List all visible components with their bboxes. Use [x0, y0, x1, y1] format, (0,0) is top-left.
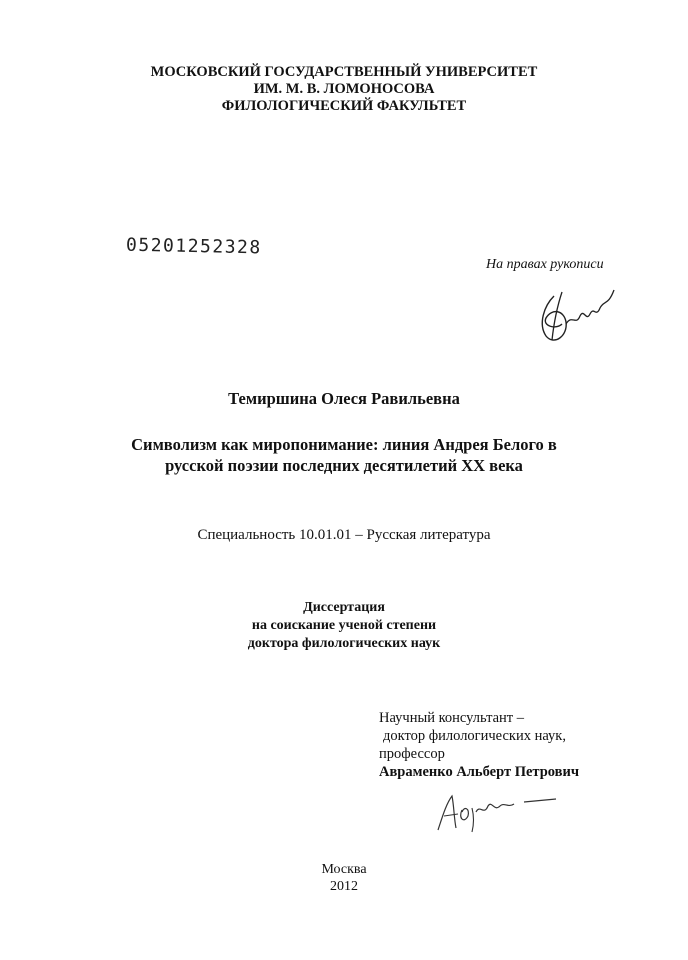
university-header: [0, 64, 688, 115]
registration-number: 05201252328: [125, 234, 262, 259]
university-named-after: ИМ. М. В. ЛОМОНОСОВА: [253, 81, 435, 97]
consultant-name: Авраменко Альберт Петрович: [379, 764, 580, 780]
specialty: Специальность 10.01.01 – Русская литература: [197, 527, 491, 543]
dissertation-title: [0, 434, 688, 476]
university-name: МОСКОВСКИЙ ГОСУДАРСТВЕННЫЙ УНИВЕРСИТЕТ: [150, 64, 538, 80]
title-line-1: Символизм как миропонимание: линия Андрея Белого в: [131, 435, 557, 454]
consultant-label: Научный консультант –: [379, 710, 524, 726]
degree-name: доктора филологических наук: [247, 636, 441, 651]
year: 2012: [330, 879, 358, 894]
title-line-2: русской поэзии последних десятилетий XX века: [165, 456, 523, 475]
author-signature: [532, 284, 622, 354]
author-name: Темиршина Олеся Равильевна: [228, 389, 460, 408]
consultant-signature: [434, 790, 564, 834]
consultant-degree: доктор филологических наук,: [383, 728, 566, 744]
consultant-title: профессор: [379, 746, 445, 762]
rights-note: На правах рукописи: [486, 257, 604, 272]
degree-purpose: на соискание ученой степени: [251, 618, 437, 633]
dissertation-block: [0, 599, 688, 653]
faculty-name: ФИЛОЛОГИЧЕСКИЙ ФАКУЛЬТЕТ: [221, 98, 467, 114]
dissertation-label: Диссертация: [303, 600, 385, 615]
city: Москва: [321, 862, 367, 877]
footer: [0, 861, 688, 895]
consultant-block: [379, 709, 579, 781]
